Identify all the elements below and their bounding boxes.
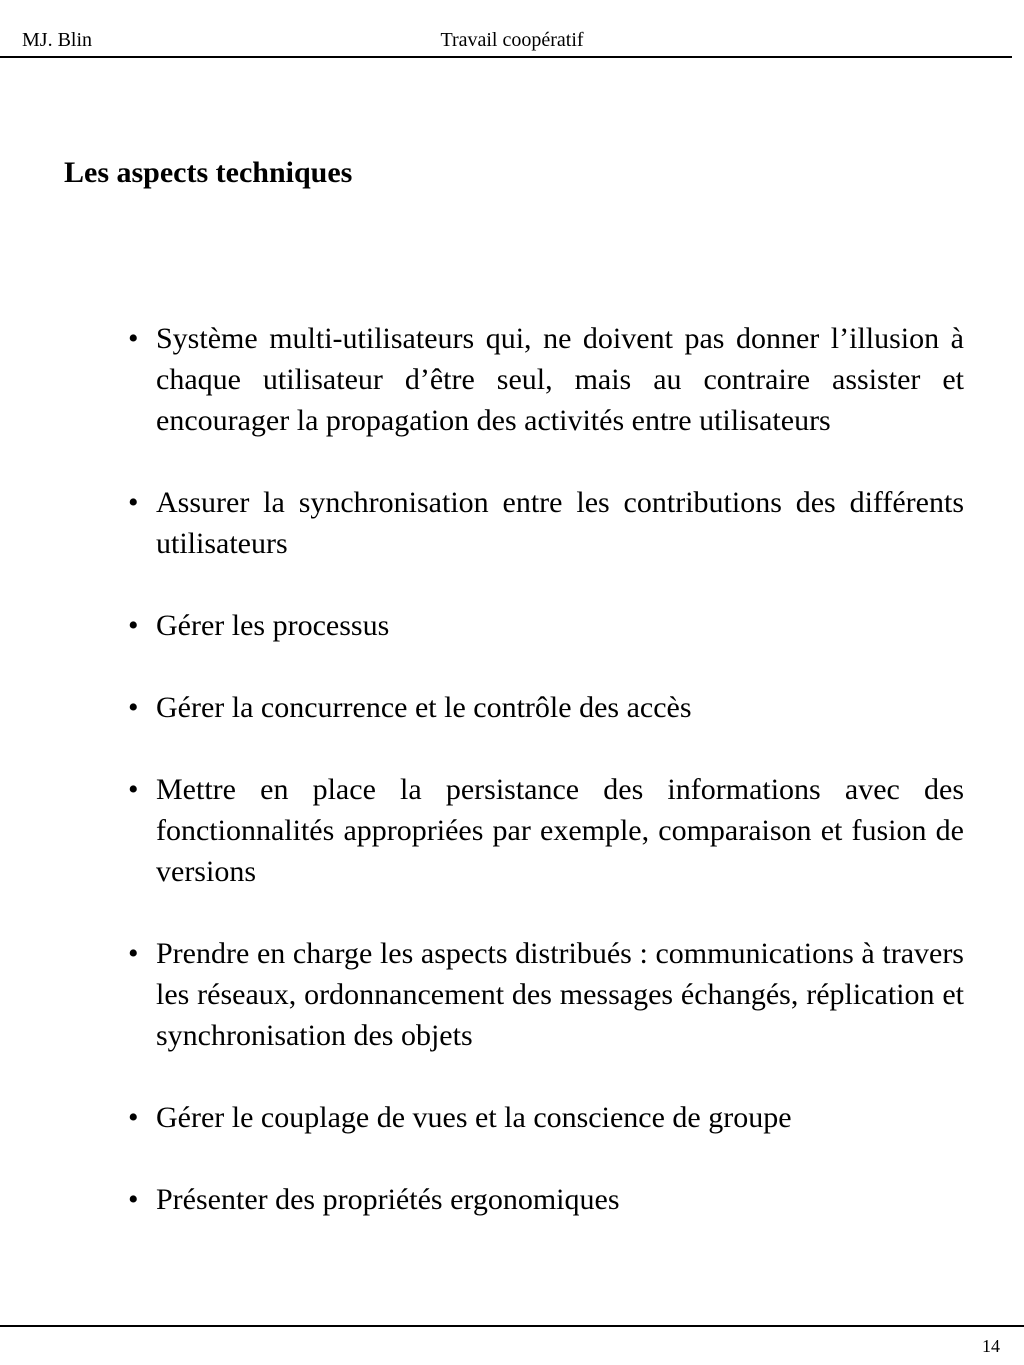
bullet-item (128, 482, 964, 564)
bullet-item (128, 687, 964, 728)
bullet-list (128, 318, 964, 1261)
bullet-text: Présenter des propriétés ergonomiques (156, 1183, 620, 1216)
header-title: Travail coopératif (440, 29, 584, 51)
bullet-text: Mettre en place la persistance des informations avec des fonctionnalités appropriées par exemple, comparaison et fusion de versions (156, 773, 964, 888)
bullet-item (128, 605, 964, 646)
bullet-item (128, 1179, 964, 1220)
page-number: 14 (982, 1336, 1000, 1356)
header-divider (0, 56, 1012, 58)
header-author: MJ. Blin (22, 29, 93, 51)
bullet-item (128, 318, 964, 441)
footer-divider (0, 1325, 1024, 1327)
bullet-item (128, 1097, 964, 1138)
bullet-symbol: • (128, 486, 139, 519)
bullet-text: Gérer le couplage de vues et la conscience de groupe (156, 1101, 792, 1134)
bullet-symbol: • (128, 691, 139, 724)
bullet-text: Assurer la synchronisation entre les contributions des différents utilisateurs (156, 486, 964, 560)
bullet-symbol: • (128, 773, 139, 806)
bullet-symbol: • (128, 322, 139, 355)
bullet-symbol: • (128, 1101, 139, 1134)
bullet-text: Gérer les processus (156, 609, 390, 642)
bullet-text: Prendre en charge les aspects distribués : communications à travers les réseaux, ordonnancement des messages échangés, réplication et synchronisation des objets (156, 937, 964, 1052)
bullet-text: Gérer la concurrence et le contrôle des accès (156, 691, 692, 724)
bullet-text: Système multi-utilisateurs qui, ne doivent pas donner l’illusion à chaque utilisateur d’être seul, mais au contraire assister et encourager la propagation des activités entre utilisateurs (156, 322, 964, 437)
bullet-symbol: • (128, 1183, 139, 1216)
page-title: Les aspects techniques (64, 156, 353, 189)
bullet-symbol: • (128, 937, 139, 970)
bullet-symbol: • (128, 609, 139, 642)
bullet-item (128, 769, 964, 892)
bullet-item (128, 933, 964, 1056)
